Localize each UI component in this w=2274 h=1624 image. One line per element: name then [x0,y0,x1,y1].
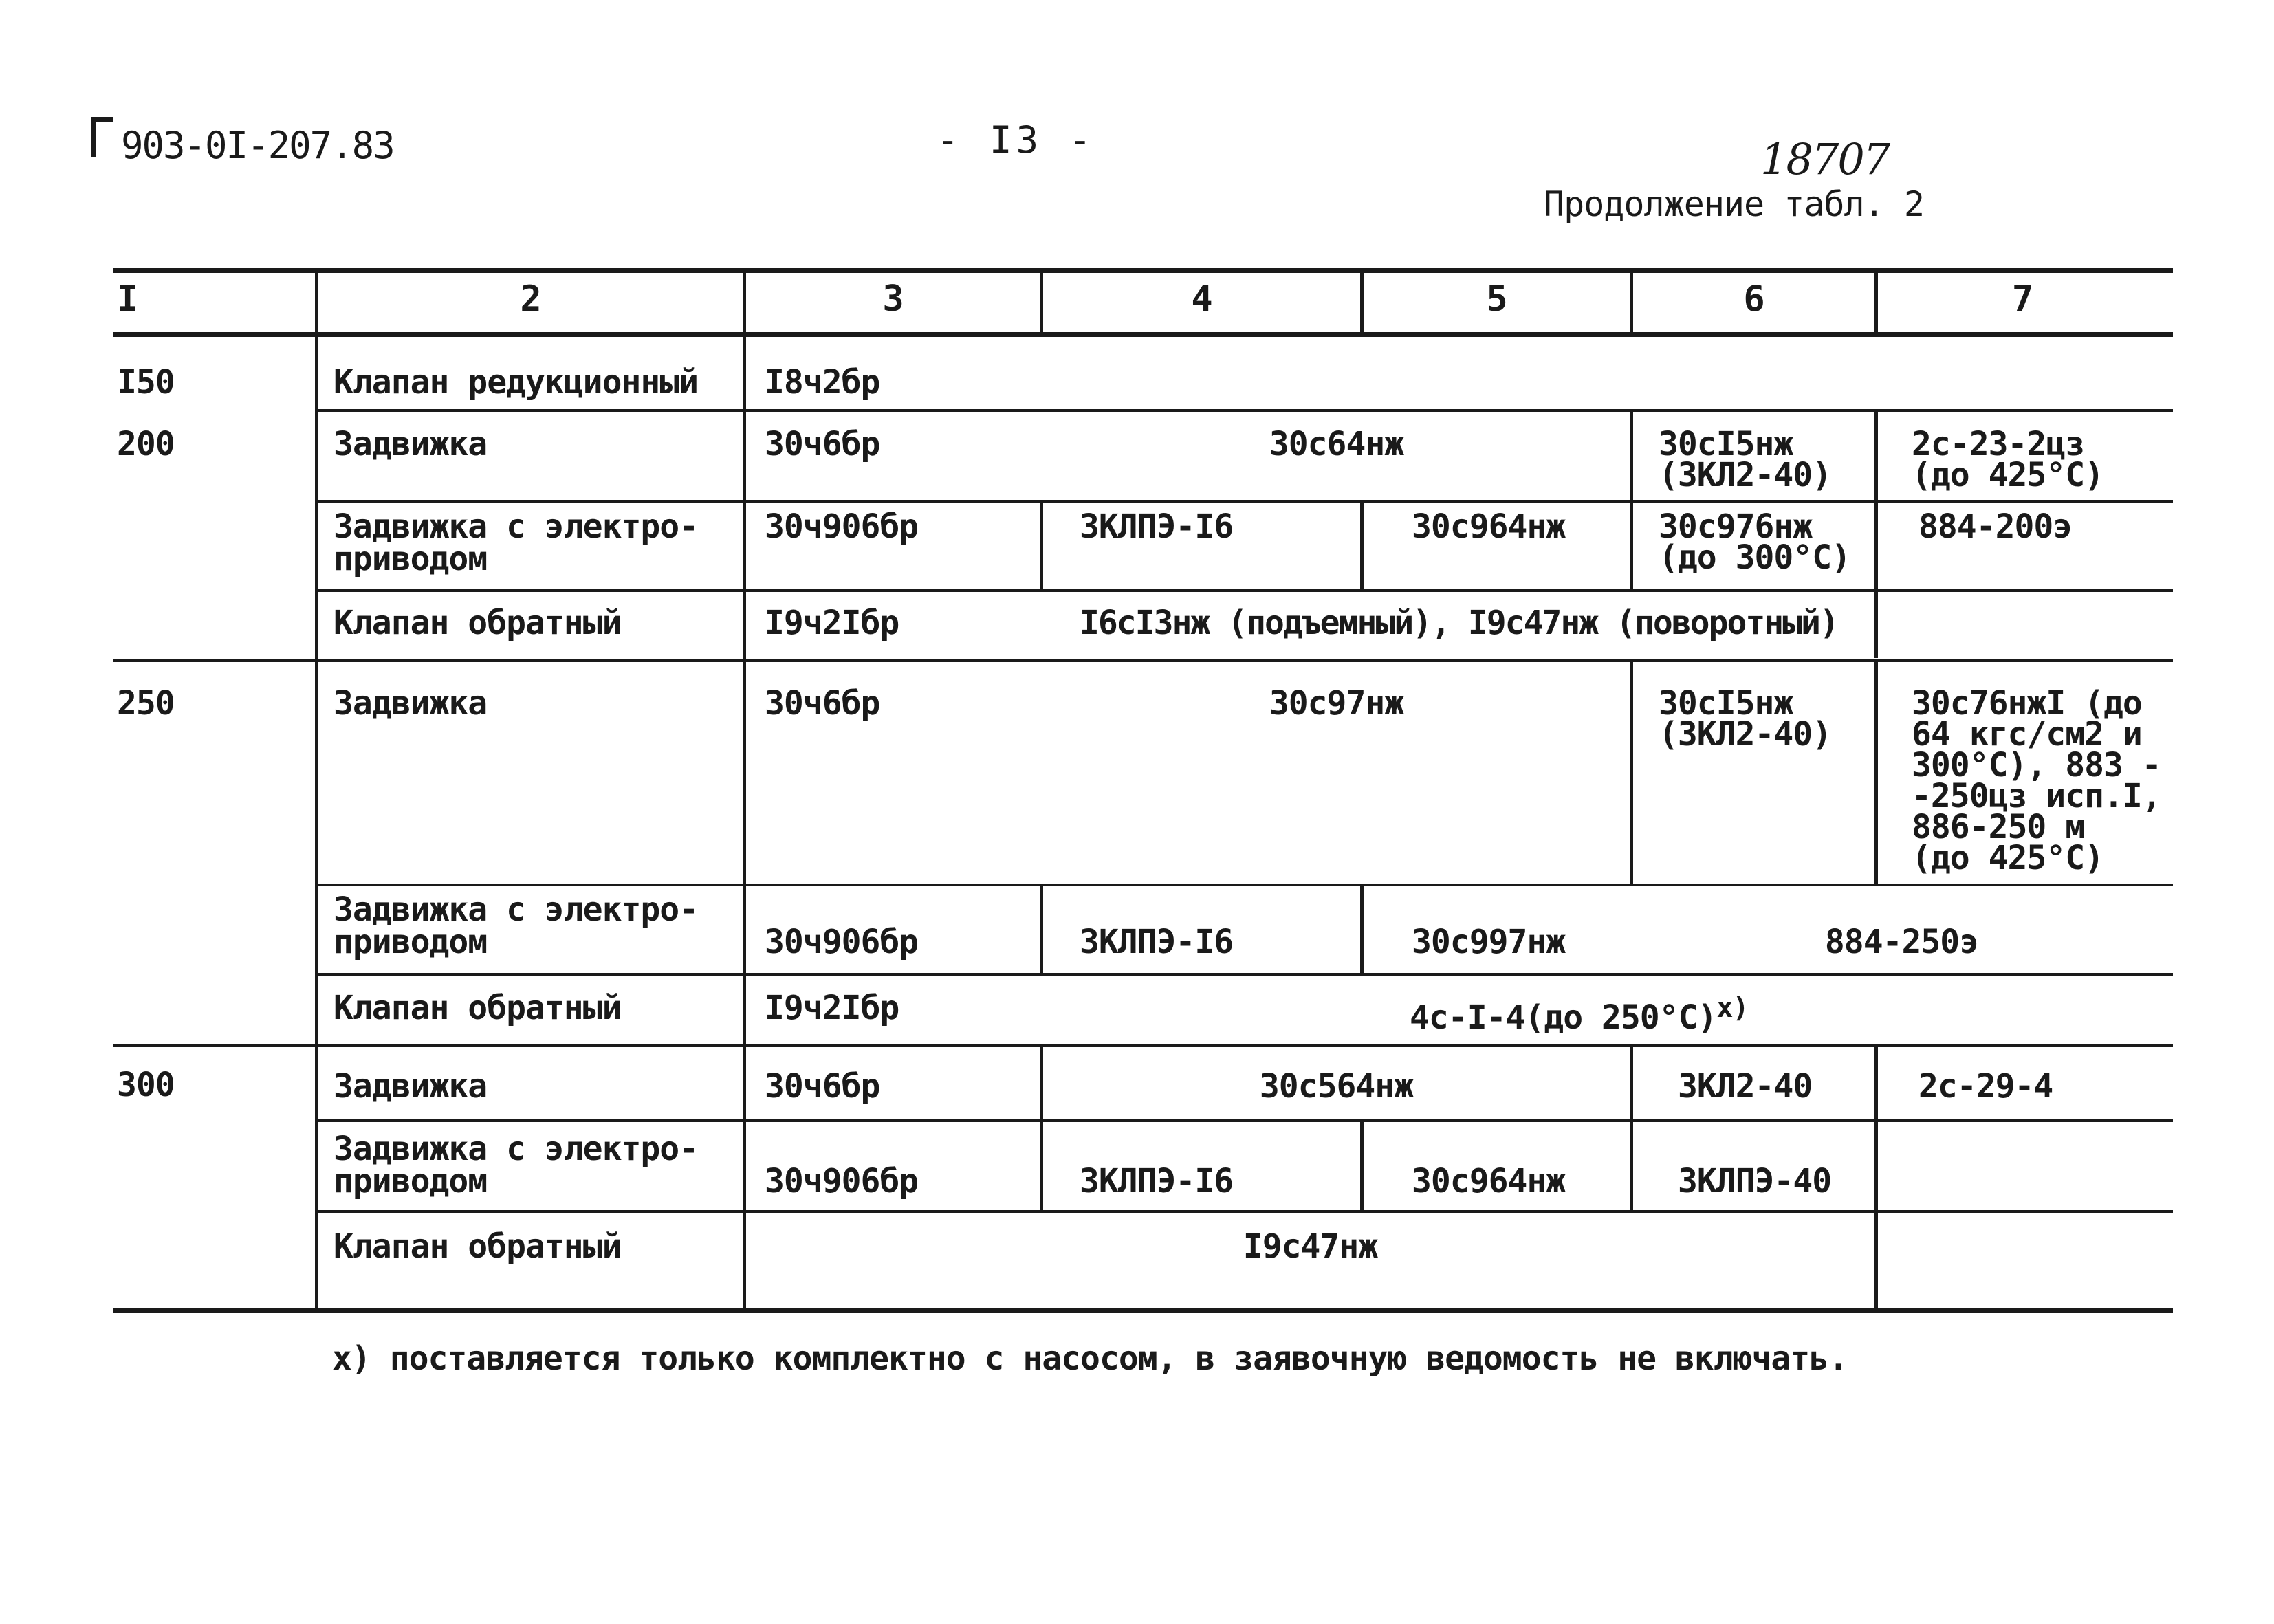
col-divider-6 [1630,409,1633,591]
column-header-5: 5 [1486,278,1507,320]
row-rule [316,589,2173,592]
table-cell: -250цз исп.I, [1912,777,2161,815]
fitting-name-cell: приводом [334,923,488,961]
fitting-name-cell: Клапан обратный [334,1227,622,1266]
footnote-marker: х) [1716,992,1749,1024]
table-cell-text: 4с-I-4(до 250°С) [1410,998,1717,1037]
dn-cell: 300 [117,1066,175,1104]
col-divider-5 [1360,1119,1364,1211]
table-cell: 30с964нж [1412,507,1566,546]
table-cell: 30ч906бр [765,923,919,961]
table-cell: 64 кгс/см2 и [1912,715,2142,754]
dn-cell: I50 [117,363,175,402]
col-divider-2 [315,268,318,1313]
table-cell: 3КЛПЭ-I6 [1080,507,1234,546]
fitting-name-cell: Задвижка с электро- [334,1130,699,1168]
table-cell: 886-250 м [1912,808,2085,846]
table-cell: (3КЛ2-40) [1659,456,1832,494]
table-bottom-rule [113,1308,2173,1313]
inventory-number: 18707 [1760,134,1890,184]
table-cell: 3КЛПЭ-I6 [1080,923,1234,961]
table-cell: 2с-29-4 [1918,1067,2053,1106]
table-cell: (до 300°С) [1659,538,1850,577]
row-rule [316,1119,2173,1122]
table-cell: 30ч906бр [765,507,919,546]
page-number: - I3 - [937,118,1096,162]
group-rule [113,1044,2173,1047]
table-continuation-label: Продолжение табл. 2 [1544,184,1924,224]
fitting-name-cell: Клапан редукционный [334,363,699,402]
table-cell: 2с-23-2цз [1912,425,2085,463]
column-header-4: 4 [1191,278,1212,320]
column-header-3: 3 [882,278,904,320]
col-divider-5 [1360,500,1364,591]
table-cell: (до 425°С) [1912,839,2103,877]
table-cell: 30ч6бр [765,1067,880,1106]
table-cell: 3КЛПЭ-40 [1678,1162,1832,1200]
column-header-2: 2 [520,278,541,320]
col-divider-5 [1360,884,1364,975]
header-bottom-rule [113,332,2173,337]
table-cell: 30сI5нж [1659,425,1793,463]
fitting-name-cell: Задвижка с электро- [334,507,699,546]
table-cell: 30с76нжI (до [1912,684,2142,723]
col-divider-3 [743,268,746,1313]
table-cell: 30сI5нж [1659,684,1793,723]
table-cell: 884-250э [1824,923,1979,961]
table-cell: 30с997нж [1412,923,1566,961]
table-cell: (3КЛ2-40) [1659,715,1832,754]
fitting-name-cell: Задвижка [334,425,488,463]
table-cell: 30с64нж [1269,425,1404,463]
table-top-rule [113,268,2173,273]
table-cell: 30ч6бр [765,425,880,463]
fitting-name-cell: Задвижка с электро- [334,890,699,929]
table-cell: I9ч2Iбр [765,989,899,1027]
footnote: х) поставляется только комплектно с насосом, в заявочную ведомость не включать. [332,1339,1848,1378]
column-header-1: I [117,278,138,320]
table-cell: 30ч906бр [765,1162,919,1200]
table-cell [1410,992,1749,1037]
table-cell: 300°С), 883 - [1912,746,2161,784]
col-divider-4 [1040,500,1043,591]
col-divider-6 [1630,659,1633,886]
col-divider-7 [1874,409,1878,658]
table-cell: 3КЛПЭ-I6 [1080,1162,1234,1200]
table-cell: I9ч2Iбр [765,604,899,642]
document-code: 903-0I-207.83 [121,124,394,167]
dn-cell: 200 [117,425,175,463]
col-divider-4 [1040,1044,1043,1211]
col-divider-7 [1874,1044,1878,1313]
row-rule [316,973,2173,976]
fitting-name-cell: Клапан обратный [334,604,622,642]
dn-cell: 250 [117,684,175,723]
group-rule [113,659,2173,662]
row-rule [316,500,2173,503]
table-cell: 30с964нж [1412,1162,1566,1200]
table-cell: 30с97нж [1269,684,1404,723]
col-divider-4 [1040,884,1043,975]
col-divider-6 [1630,1044,1633,1211]
table-cell: 3КЛ2-40 [1678,1067,1813,1106]
col-divider-7 [1874,659,1878,886]
fitting-name-cell: приводом [334,1162,488,1200]
fitting-name-cell: приводом [334,540,488,578]
column-header-7: 7 [2011,278,2033,320]
fitting-name-cell: Задвижка [334,684,488,723]
table-cell: (до 425°С) [1912,456,2103,494]
table-cell: I9с47нж [1243,1227,1378,1266]
table-cell: 884-200э [1918,507,2073,546]
table-cell: 30с564нж [1259,1067,1414,1106]
row-rule [316,409,2173,412]
table-cell: I6сI3нж (подъемный), I9с47нж (поворотный) [1080,604,1838,642]
table-cell: 30ч6бр [765,684,880,723]
column-header-6: 6 [1743,278,1764,320]
table-cell: 30с976нж [1659,507,1813,546]
fitting-name-cell: Задвижка [334,1067,488,1106]
table-cell: I8ч2бр [765,363,880,402]
row-rule [316,1210,2173,1213]
fitting-name-cell: Клапан обратный [334,989,622,1027]
row-rule [316,884,2173,886]
